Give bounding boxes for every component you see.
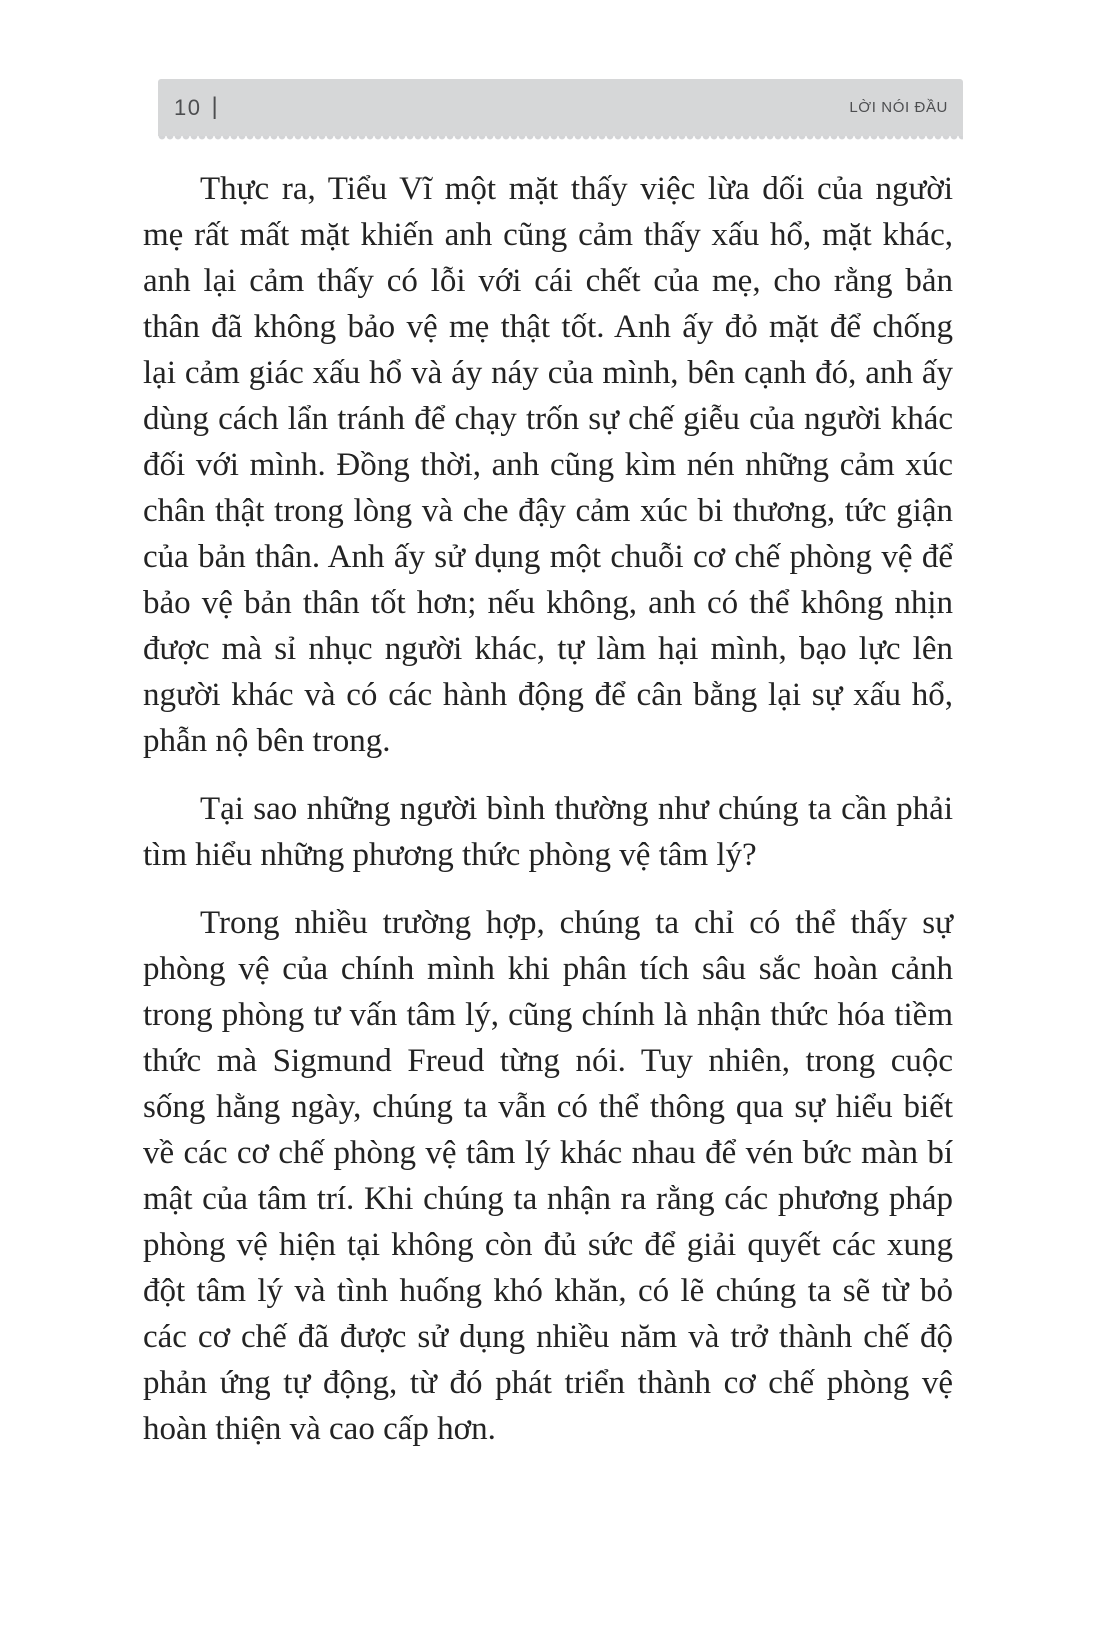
body-text: [143, 166, 953, 1452]
page-number: 10: [174, 94, 202, 120]
page-header-left: [174, 92, 218, 120]
paragraph-1: Thực ra, Tiểu Vĩ một mặt thấy việc lừa dối của người mẹ rất mất mặt khiến anh cũng cảm thấy xấu hổ, mặt khác, anh lại cảm thấy có lỗi với cái chết của mẹ, cho rằng bản thân đã không bảo vệ mẹ thật tốt. Anh ấy đỏ mặt để chống lại cảm giác xấu hổ và áy náy của mình, bên cạnh đó, anh ấy dùng cách lẩn tránh để chạy trốn sự chế giễu của người khác đối với mình. Đồng thời, anh cũng kìm nén những cảm xúc chân thật trong lòng và che đậy cảm xúc bi thương, tức giận của bản thân. Anh ấy sử dụng một chuỗi cơ chế phòng vệ để bảo vệ bản thân tốt hơn; nếu không, anh có thể không nhịn được mà sỉ nhục người khác, tự làm hại mình, bạo lực lên người khác và có các hành động để cân bằng lại sự xấu hổ, phẫn nộ bên trong.: [143, 171, 953, 759]
chapter-title: LỜI NÓI ĐẦU: [849, 99, 948, 116]
paragraph-2: Tại sao những người bình thường như chúng ta cần phải tìm hiểu những phương thức phòng vệ tâm lý?: [143, 791, 953, 873]
paragraph-3: Trong nhiều trường hợp, chúng ta chỉ có thể thấy sự phòng vệ của chính mình khi phân tích sâu sắc hoàn cảnh trong phòng tư vấn tâm lý, cũng chính là nhận thức hóa tiềm thức mà Sigmund Freud từng nói. Tuy nhiên, trong cuộc sống hằng ngày, chúng ta vẫn có thể thông qua sự hiểu biết về các cơ chế phòng vệ tâm lý khác nhau để vén bức màn bí mật của tâm trí. Khi chúng ta nhận ra rằng các phương pháp phòng vệ hiện tại không còn đủ sức để giải quyết các xung đột tâm lý và tình huống khó khăn, có lẽ chúng ta sẽ từ bỏ các cơ chế đã được sử dụng nhiều năm và trở thành chế độ phản ứng tự động, từ đó phát triển thành cơ chế phòng vệ hoàn thiện và cao cấp hơn.: [143, 905, 953, 1447]
header-separator: |: [211, 92, 218, 120]
page-header: [158, 79, 963, 136]
perforated-edge: [158, 136, 963, 142]
